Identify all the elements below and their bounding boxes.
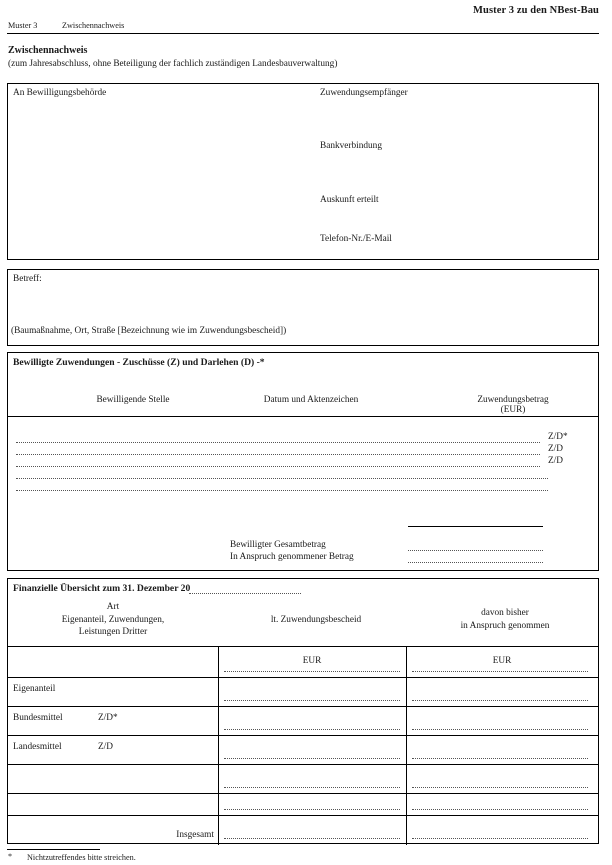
finance-eur-header-bescheid: EUR [302,656,322,666]
label-in-anspruch-genommener-betrag: In Anspruch genommener Betrag [230,552,354,562]
finance-hline [8,793,598,794]
finance-col-bisher-line2: in Anspruch genommen [460,620,550,631]
finance-cell-total-bisher[interactable] [412,838,588,839]
finance-cell-bescheid[interactable] [224,758,400,759]
grants-col-zuwendungsbetrag: Zuwendungsbetrag (EUR) [477,395,549,415]
finance-cell-bisher[interactable] [412,787,588,788]
finance-row-zd-marker: Z/D [98,742,113,752]
header-divider [7,33,599,34]
finance-col-art [8,601,218,639]
grant-entry-line[interactable] [16,442,540,443]
betreff-box [7,269,599,346]
finance-col-bisher [413,607,597,632]
field-in-anspruch-genommener-betrag[interactable] [408,562,543,563]
label-betreff: Betreff: [13,274,42,284]
finance-row-zd-marker: Z/D* [98,713,118,723]
grant-entry-line[interactable] [16,490,548,491]
finance-hline [8,815,598,816]
finance-col-bescheid: lt. Zuwendungsbescheid [270,615,362,625]
finance-cell-bisher[interactable] [412,809,588,810]
finance-cell-total-bescheid[interactable] [224,838,400,839]
grant-row-zd-marker: Z/D [548,444,563,454]
finance-eur-header-bisher: EUR [492,656,512,666]
finance-cell-bescheid[interactable] [224,809,400,810]
betreff-hint: (Baumaßnahme, Ort, Straße [Bezeichnung wie im Zuwendungsbescheid]) [11,326,287,336]
finance-col-art-line3: Leistungen Dritter [78,627,148,637]
grants-col-bewilligende-stelle: Bewilligende Stelle [96,395,170,405]
grants-sum-rule [408,526,543,527]
finance-row-label: Bundesmittel [13,713,63,723]
header-muster-number: Muster 3 [8,21,38,30]
page-title: Zwischennachweis [8,45,88,56]
finance-row-label: Landesmittel [13,742,62,752]
grant-entry-line[interactable] [16,478,548,479]
finance-cell-bescheid[interactable] [224,671,400,672]
finance-col-art-line2: Eigenanteil, Zuwendungen, [61,614,165,625]
label-bankverbindung: Bankverbindung [320,141,382,151]
finance-cell-bisher[interactable] [412,700,588,701]
finance-hline [8,735,598,736]
finance-hline [8,764,598,765]
address-box [7,83,599,260]
finance-box [7,578,599,844]
field-bewilligter-gesamtbetrag[interactable] [408,550,543,551]
grant-entry-line[interactable] [16,466,540,467]
grants-col-datum-aktenzeichen: Datum und Aktenzeichen [263,395,359,405]
grant-row-zd-marker: Z/D [548,456,563,466]
finance-cell-bisher[interactable] [412,729,588,730]
label-telefon-email: Telefon-Nr./E-Mail [320,234,392,244]
document-title: Muster 3 zu den NBest-Bau [473,5,599,16]
header-form-kind: Zwischennachweis [62,21,125,30]
finance-hline [8,646,598,647]
grant-row-zd-marker: Z/D* [548,432,568,442]
finance-total-label: Insgesamt [176,830,214,840]
finance-cell-bescheid[interactable] [224,700,400,701]
label-bewilligter-gesamtbetrag: Bewilligter Gesamtbetrag [230,540,326,550]
page-subtitle: (zum Jahresabschluss, ohne Beteiligung der fachlich zuständigen Landesbauverwaltung) [8,59,338,69]
finance-title: Finanzielle Übersicht zum 31. Dezember 20 [13,583,191,594]
finance-col-art-line1: Art [106,602,120,612]
grants-header-divider [8,416,598,417]
label-an-bewilligungsbehoerde: An Bewilligungsbehörde [13,88,107,98]
footnote-rule [7,849,100,850]
footnote-marker: * [8,852,13,861]
label-zuwendungsempfaenger: Zuwendungsempfänger [320,88,408,98]
grants-title: Bewilligte Zuwendungen - Zuschüsse (Z) und Darlehen (D) -* [13,357,265,368]
grant-entry-line[interactable] [16,454,540,455]
finance-cell-bescheid[interactable] [224,787,400,788]
finance-vline [406,646,407,845]
finance-vline [218,646,219,845]
finance-cell-bisher[interactable] [412,671,588,672]
grants-box [7,352,599,571]
footnote-text: Nichtzutreffendes bitte streichen. [27,853,136,862]
finance-hline [8,677,598,678]
finance-col-bisher-line1: davon bisher [481,608,529,618]
finance-row-label: Eigenanteil [13,684,56,694]
field-finance-year[interactable] [189,593,301,594]
finance-hline [8,706,598,707]
finance-cell-bescheid[interactable] [224,729,400,730]
label-auskunft-erteilt: Auskunft erteilt [320,195,379,205]
finance-cell-bisher[interactable] [412,758,588,759]
